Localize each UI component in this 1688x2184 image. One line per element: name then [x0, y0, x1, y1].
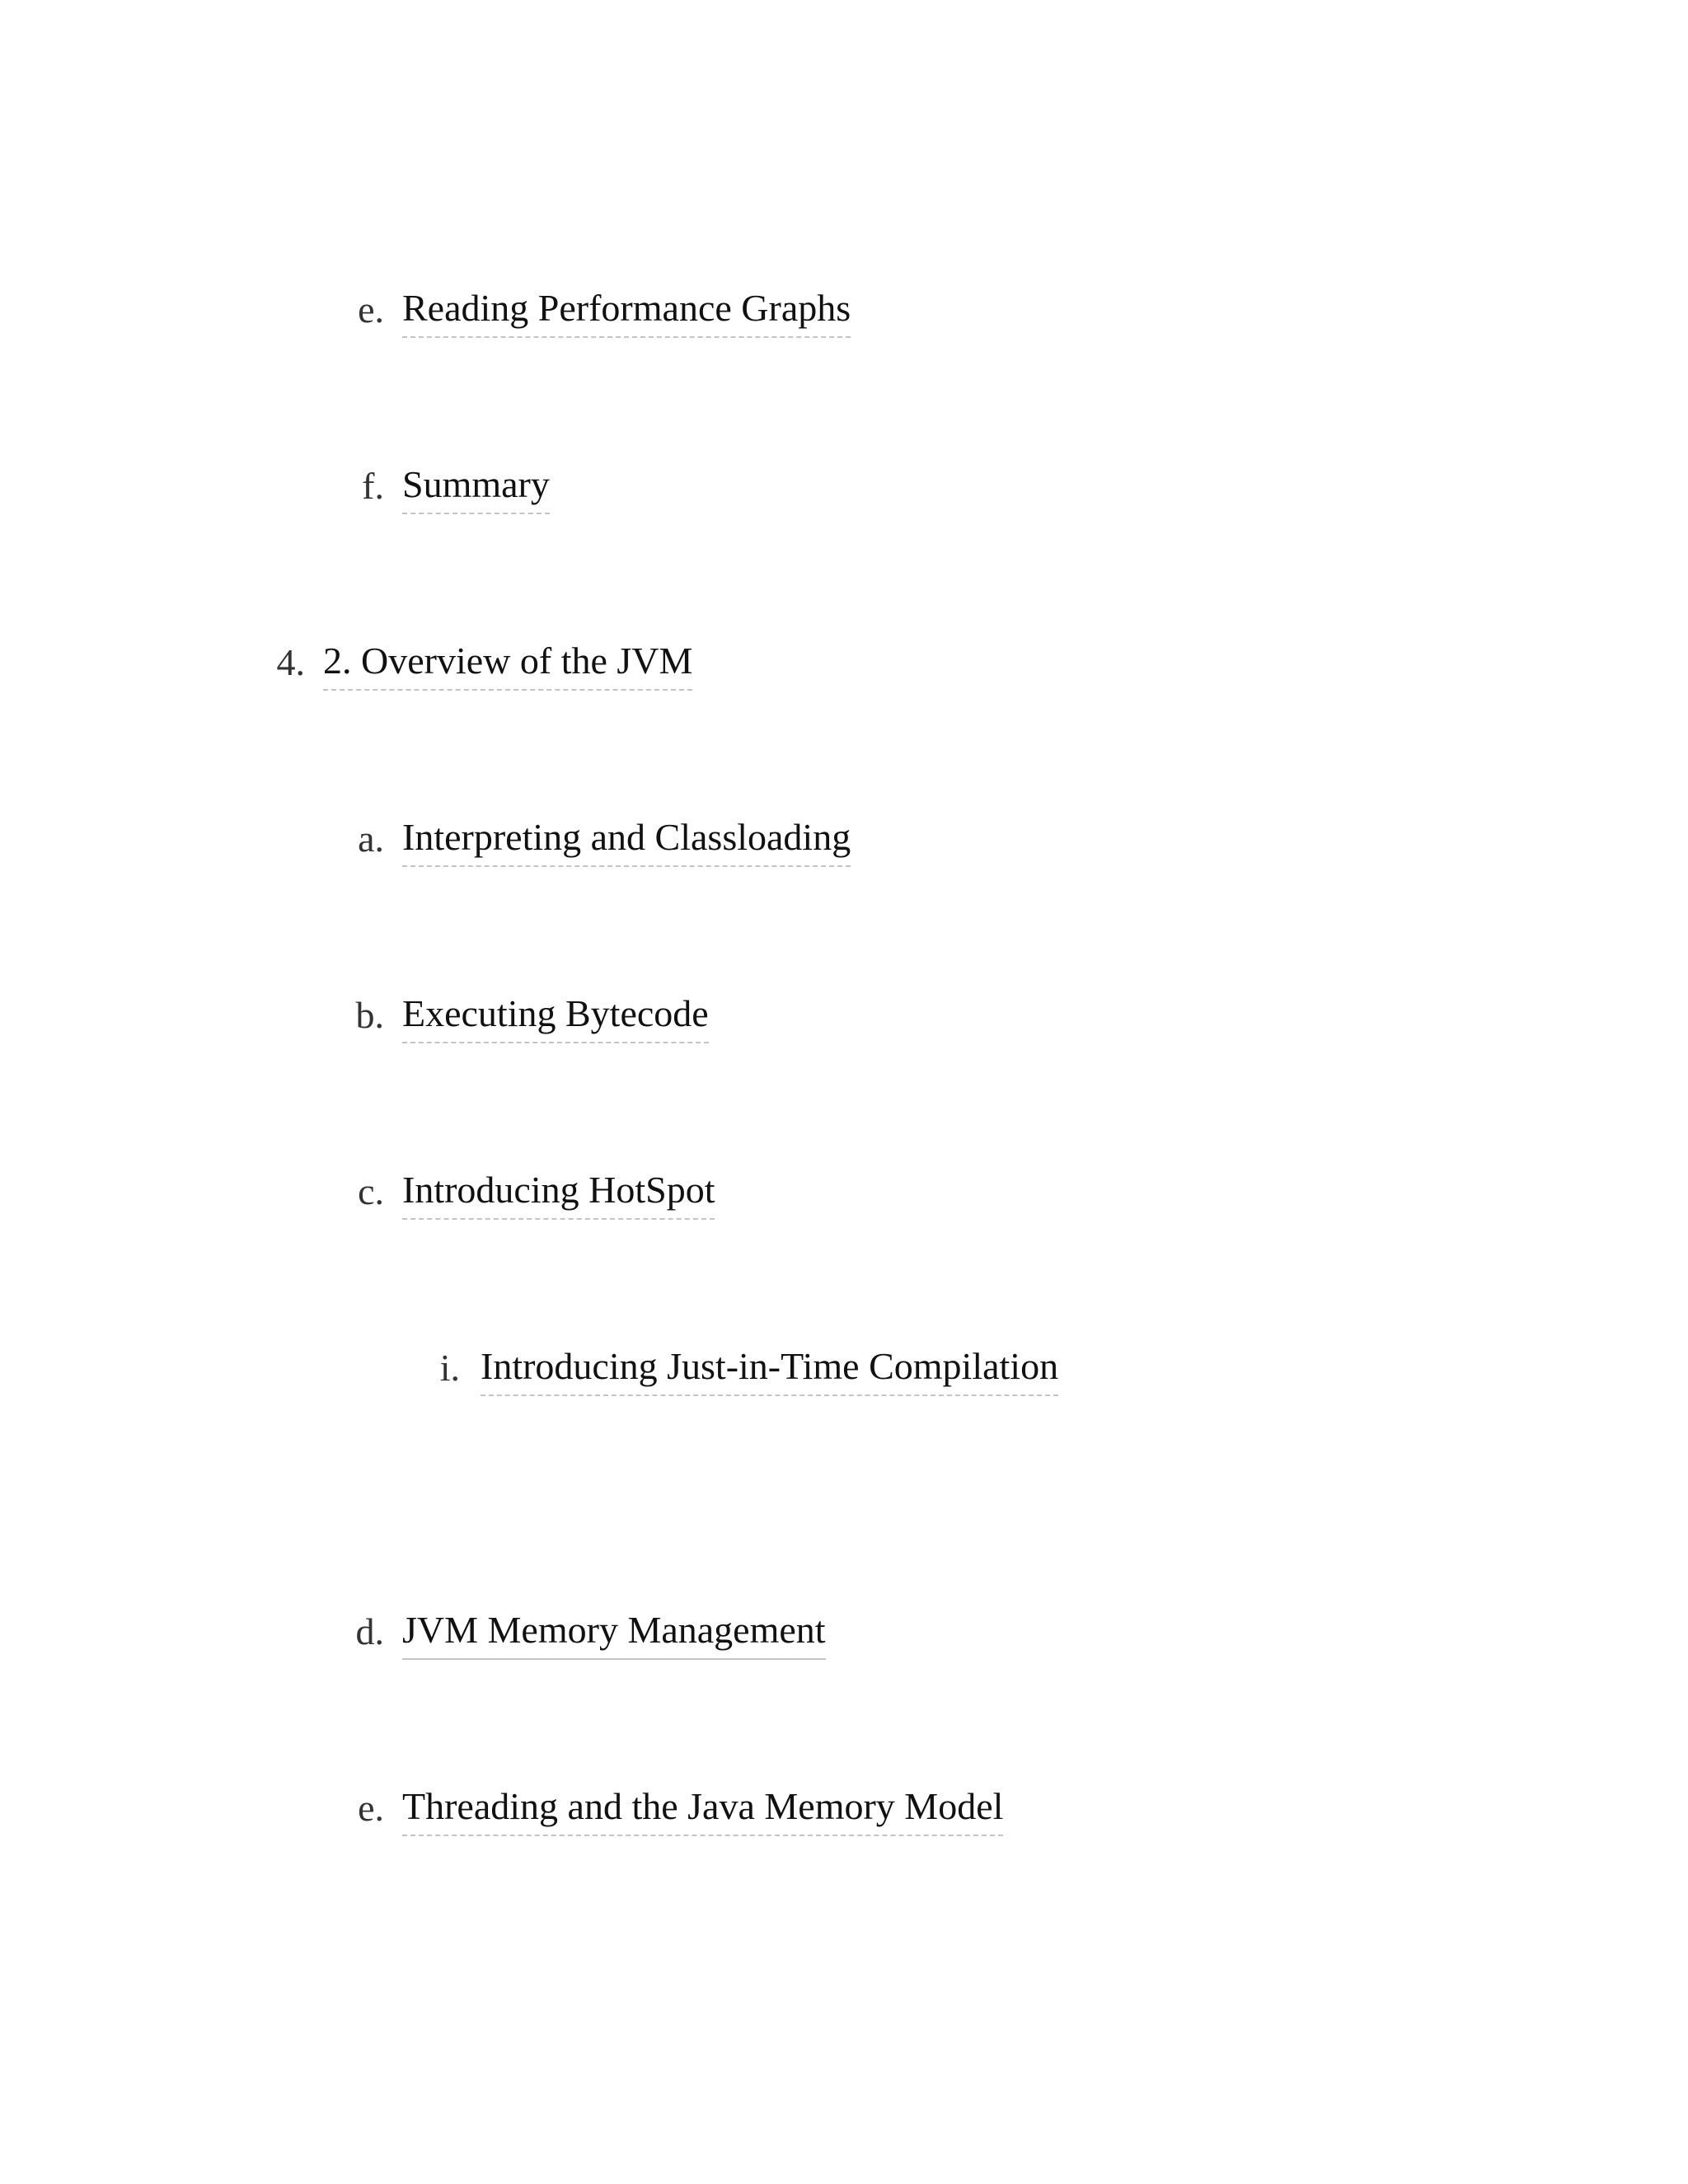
list-marker: a. [358, 818, 384, 860]
toc-link-threading-and-java-memory-model[interactable]: Threading and the Java Memory Model [402, 1779, 1003, 1836]
toc-link-jvm-memory-management[interactable]: JVM Memory Management [402, 1602, 826, 1660]
list-marker: f. [362, 465, 384, 507]
list-marker: 4. [276, 641, 305, 683]
list-marker: b. [355, 994, 384, 1036]
list-marker: e. [358, 1787, 384, 1829]
toc-link-executing-bytecode[interactable]: Executing Bytecode [402, 986, 709, 1043]
list-marker: e. [358, 288, 384, 330]
toc-link-introducing-jit-compilation[interactable]: Introducing Just-in-Time Compilation [481, 1338, 1058, 1396]
list-marker: d. [355, 1610, 384, 1652]
toc-link-summary[interactable]: Summary [402, 457, 550, 514]
list-marker: c. [358, 1170, 384, 1212]
toc-link-overview-of-the-jvm[interactable]: 2. Overview of the JVM [323, 633, 692, 691]
list-marker: i. [439, 1347, 460, 1389]
toc-link-interpreting-and-classloading[interactable]: Interpreting and Classloading [402, 809, 851, 867]
toc-link-reading-performance-graphs[interactable]: Reading Performance Graphs [402, 280, 851, 338]
toc-link-introducing-hotspot[interactable]: Introducing HotSpot [402, 1162, 715, 1220]
